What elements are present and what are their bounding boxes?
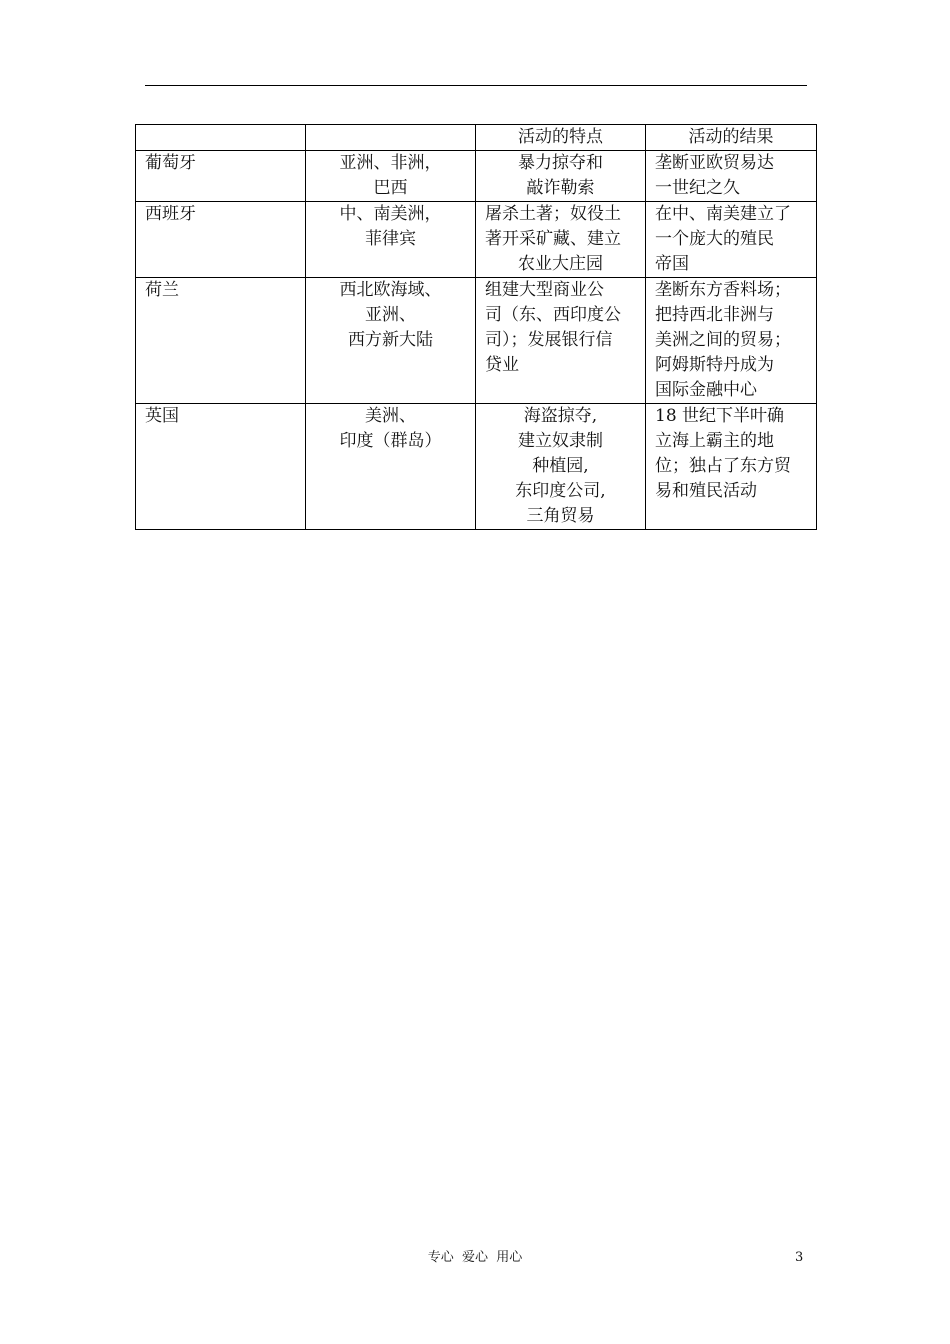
results-line: 把持西北非洲与 (655, 305, 774, 325)
features-line: 海盗掠夺, (523, 406, 598, 426)
features-line: 组建大型商业公 (485, 280, 604, 300)
regions-line: 亚洲、 (365, 305, 416, 325)
features-line: 建立奴隶制 (518, 431, 603, 451)
features-line: 司）；发展银行信 (485, 330, 613, 350)
table-row (136, 151, 817, 202)
regions-line: 西北欧海域、 (339, 280, 442, 300)
header-rule (145, 85, 807, 86)
regions-cell (306, 404, 476, 530)
results-line: 美洲之间的贸易； (655, 330, 791, 350)
table-header-row (136, 125, 817, 151)
features-line: 三角贸易 (526, 506, 595, 526)
results-line: 垄断亚欧贸易达 (655, 153, 774, 173)
results-cell (646, 151, 817, 202)
header-cell-features: 活动的特点 (476, 125, 646, 151)
results-line: 垄断东方香料场； (655, 280, 791, 300)
results-cell (646, 278, 817, 404)
features-line: 贷业 (485, 355, 519, 375)
country-cell: 荷兰 (136, 278, 306, 404)
features-line: 屠杀土著；奴役土 (485, 204, 621, 224)
regions-line: 亚洲、非洲， (339, 153, 442, 173)
regions-cell (306, 151, 476, 202)
results-line: 阿姆斯特丹成为 (655, 355, 774, 375)
results-line: 帝国 (655, 254, 689, 274)
regions-line: 印度（群岛） (339, 431, 442, 451)
results-line: 18 世纪下半叶确 (655, 406, 785, 426)
features-line: 农业大庄园 (518, 254, 603, 274)
results-cell (646, 202, 817, 278)
features-line: 敲诈勒索 (526, 178, 595, 198)
regions-cell (306, 278, 476, 404)
results-line: 位；独占了东方贸 (655, 456, 791, 476)
features-cell (476, 278, 646, 404)
header-cell-country (136, 125, 306, 151)
header-cell-regions (306, 125, 476, 151)
features-line: 种植园, (532, 456, 589, 476)
features-cell (476, 151, 646, 202)
footer-text: 专心 爱心 用心 (427, 1250, 523, 1265)
features-line: 著开采矿藏、建立 (485, 229, 621, 249)
country-cell: 英国 (136, 404, 306, 530)
features-line: 东印度公司, (515, 481, 606, 501)
table-row (136, 278, 817, 404)
features-line: 暴力掠夺和 (518, 153, 603, 173)
features-line: 司（东、西印度公 (485, 305, 621, 325)
results-line: 一世纪之久 (655, 178, 740, 198)
country-cell: 葡萄牙 (136, 151, 306, 202)
regions-line: 中、南美洲， (339, 204, 442, 224)
results-line: 立海上霸主的地 (655, 431, 774, 451)
results-line: 一个庞大的殖民 (655, 229, 774, 249)
features-cell (476, 404, 646, 530)
table-row (136, 202, 817, 278)
regions-line: 巴西 (373, 178, 408, 198)
features-cell (476, 202, 646, 278)
page-number: 3 (795, 1250, 804, 1265)
results-line: 在中、南美建立了 (655, 204, 791, 224)
results-cell (646, 404, 817, 530)
colonial-activities-table (135, 124, 817, 530)
table-row (136, 404, 817, 530)
country-cell: 西班牙 (136, 202, 306, 278)
header-cell-results: 活动的结果 (646, 125, 817, 151)
regions-line: 美洲、 (365, 406, 416, 426)
results-line: 国际金融中心 (655, 380, 757, 400)
regions-line: 菲律宾 (365, 229, 416, 249)
regions-cell (306, 202, 476, 278)
regions-line: 西方新大陆 (348, 330, 433, 350)
results-line: 易和殖民活动 (655, 481, 757, 501)
